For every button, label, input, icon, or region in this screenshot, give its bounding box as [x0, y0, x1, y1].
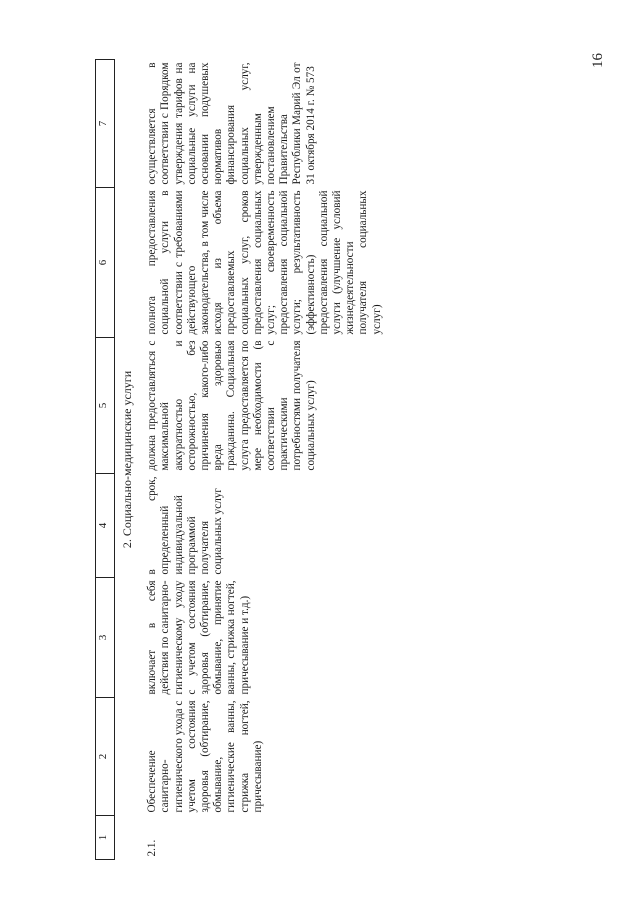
services-table	[95, 59, 385, 860]
service-name-cell: Обеспечение санитарно-гигиенического ухода с учетом состояния здоровья (обтирание, обмывание, гигиенические ванны, стрижка ногтей, причесывание)	[146, 700, 264, 813]
rotated-table-content	[95, 60, 525, 860]
section-row	[115, 60, 141, 860]
service-term-cell: в срок, определенный индивидуальной программой получателя социальных услуг	[146, 476, 225, 575]
header-cell: 6	[96, 188, 115, 338]
row-number: 2.1.	[146, 839, 159, 857]
header-row	[96, 60, 115, 860]
quality-indicators-cell: полнота предоставления социальной услуги в соответствии с требованиями действующего законодательства, в том числе исходя из объема предоставляемых социальных услуг, сроков предоставления социальных услуг; своевременность предоставления социальной услуги; результативность (эффективность) предоставления социальной услуги (улучшение условий жизнедеятельности получателя социальных услуг)	[146, 190, 383, 335]
header-cell: 2	[96, 698, 115, 816]
conditions-cell: осуществляется в соответствии с Порядком утверждения тарифов на социальные услуги на основании подушевых нормативов финансирования социальных услуг, утвержденным постановлением Правительства Республики Марий Эл от 31 октября 2014 г. № 573	[146, 62, 317, 185]
header-cell: 5	[96, 338, 115, 474]
page-number: 16	[590, 53, 606, 68]
header-cell: 4	[96, 474, 115, 578]
header-cell: 3	[96, 578, 115, 698]
header-cell: 1	[96, 816, 115, 860]
section-title: 2. Социально-медицинские услуги	[120, 370, 134, 549]
table-row	[140, 60, 385, 860]
header-cell: 7	[96, 60, 115, 188]
service-standard-cell: должна предоставляться с максимальной аккуратностью и осторожностью, без причинения какого-либо вреда здоровью гражданина. Социальная услуга предоставляется по мере необходимости (в соответствии с практическими потребностями получателя социальных услуг)	[146, 340, 317, 471]
service-description-cell: включает в себя действия по санитарно-гигиеническому уходу с учетом состояния здоровья (обтирание, обмывание, принятие ванны, стрижка ногтей, причесывание и т.д.)	[146, 580, 251, 695]
